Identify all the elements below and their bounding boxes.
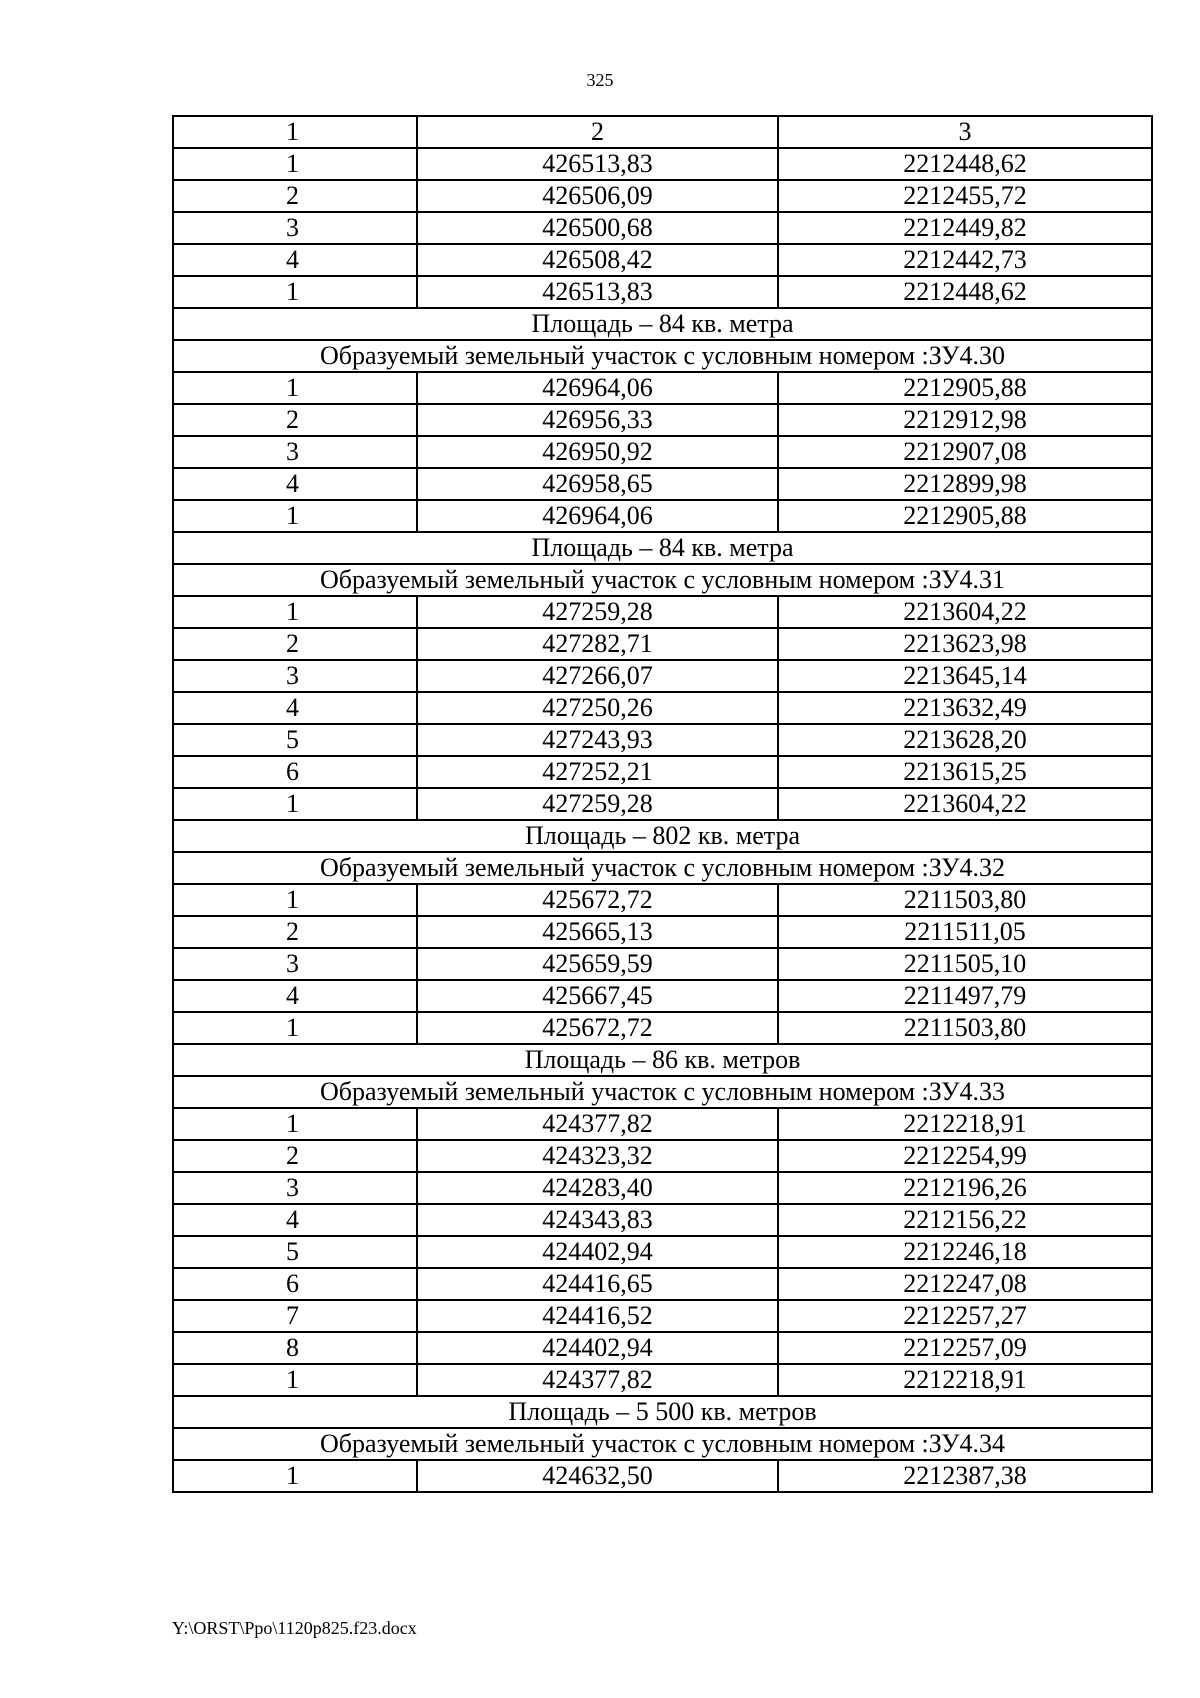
table-section-row bbox=[173, 852, 1152, 884]
table-section-row bbox=[173, 1396, 1152, 1428]
table-row bbox=[173, 1364, 1152, 1396]
y-coordinate-cell: 2212218,91 bbox=[778, 1364, 1152, 1396]
y-coordinate-cell: 2213604,22 bbox=[778, 596, 1152, 628]
page-number: 325 bbox=[586, 70, 614, 90]
table-row bbox=[173, 1140, 1152, 1172]
x-coordinate-cell: 426500,68 bbox=[417, 212, 778, 244]
table-row bbox=[173, 404, 1152, 436]
table-section-cell: Образуемый земельный участок с условным номером :ЗУ4.34 bbox=[173, 1428, 1152, 1460]
x-coordinate-cell: 425659,59 bbox=[417, 948, 778, 980]
y-coordinate-cell: 2212257,27 bbox=[778, 1300, 1152, 1332]
y-coordinate-cell: 2212912,98 bbox=[778, 404, 1152, 436]
table-row bbox=[173, 980, 1152, 1012]
point-number-cell: 1 bbox=[173, 788, 417, 820]
point-number-cell: 1 bbox=[173, 500, 417, 532]
y-coordinate-cell: 2212246,18 bbox=[778, 1236, 1152, 1268]
point-number-cell: 4 bbox=[173, 468, 417, 500]
x-coordinate-cell: 424343,83 bbox=[417, 1204, 778, 1236]
x-coordinate-cell: 424377,82 bbox=[417, 1364, 778, 1396]
table-section-row bbox=[173, 340, 1152, 372]
table-row bbox=[173, 1172, 1152, 1204]
table-section-row bbox=[173, 1044, 1152, 1076]
x-coordinate-cell: 425667,45 bbox=[417, 980, 778, 1012]
point-number-cell: 7 bbox=[173, 1300, 417, 1332]
point-number-cell: 5 bbox=[173, 1236, 417, 1268]
y-coordinate-cell: 2212905,88 bbox=[778, 500, 1152, 532]
table-row bbox=[173, 212, 1152, 244]
x-coordinate-cell: 2 bbox=[417, 116, 778, 148]
point-number-cell: 2 bbox=[173, 180, 417, 212]
point-number-cell: 4 bbox=[173, 1204, 417, 1236]
point-number-cell: 4 bbox=[173, 244, 417, 276]
table-section-cell: Площадь – 84 кв. метра bbox=[173, 532, 1152, 564]
table-row bbox=[173, 1108, 1152, 1140]
table-row bbox=[173, 148, 1152, 180]
table-row bbox=[173, 1204, 1152, 1236]
table-row bbox=[173, 756, 1152, 788]
table-row bbox=[173, 660, 1152, 692]
y-coordinate-cell: 2212448,62 bbox=[778, 276, 1152, 308]
table-section-cell: Образуемый земельный участок с условным номером :ЗУ4.32 bbox=[173, 852, 1152, 884]
table-section-row bbox=[173, 564, 1152, 596]
y-coordinate-cell: 2213623,98 bbox=[778, 628, 1152, 660]
x-coordinate-cell: 427243,93 bbox=[417, 724, 778, 756]
x-coordinate-cell: 426513,83 bbox=[417, 276, 778, 308]
table-section-cell: Образуемый земельный участок с условным номером :ЗУ4.33 bbox=[173, 1076, 1152, 1108]
x-coordinate-cell: 426508,42 bbox=[417, 244, 778, 276]
table-section-row bbox=[173, 308, 1152, 340]
table-section-cell: Площадь – 86 кв. метров bbox=[173, 1044, 1152, 1076]
x-coordinate-cell: 427252,21 bbox=[417, 756, 778, 788]
y-coordinate-cell: 2212442,73 bbox=[778, 244, 1152, 276]
x-coordinate-cell: 424377,82 bbox=[417, 1108, 778, 1140]
x-coordinate-cell: 424632,50 bbox=[417, 1460, 778, 1492]
point-number-cell: 1 bbox=[173, 1460, 417, 1492]
y-coordinate-cell: 2213604,22 bbox=[778, 788, 1152, 820]
point-number-cell: 4 bbox=[173, 980, 417, 1012]
point-number-cell: 5 bbox=[173, 724, 417, 756]
point-number-cell: 3 bbox=[173, 436, 417, 468]
point-number-cell: 8 bbox=[173, 1332, 417, 1364]
table-row bbox=[173, 500, 1152, 532]
y-coordinate-cell: 2212247,08 bbox=[778, 1268, 1152, 1300]
y-coordinate-cell: 2212254,99 bbox=[778, 1140, 1152, 1172]
table-section-row bbox=[173, 532, 1152, 564]
y-coordinate-cell: 2211503,80 bbox=[778, 884, 1152, 916]
table-row bbox=[173, 1300, 1152, 1332]
x-coordinate-cell: 427250,26 bbox=[417, 692, 778, 724]
table-row bbox=[173, 1332, 1152, 1364]
table-row bbox=[173, 916, 1152, 948]
x-coordinate-cell: 426513,83 bbox=[417, 148, 778, 180]
table-row bbox=[173, 788, 1152, 820]
table-row bbox=[173, 628, 1152, 660]
point-number-cell: 1 bbox=[173, 1364, 417, 1396]
point-number-cell: 2 bbox=[173, 1140, 417, 1172]
table-row bbox=[173, 1268, 1152, 1300]
point-number-cell: 1 bbox=[173, 372, 417, 404]
table-row bbox=[173, 276, 1152, 308]
table-row bbox=[173, 884, 1152, 916]
y-coordinate-cell: 2212449,82 bbox=[778, 212, 1152, 244]
x-coordinate-cell: 425672,72 bbox=[417, 884, 778, 916]
point-number-cell: 4 bbox=[173, 692, 417, 724]
table-row bbox=[173, 116, 1152, 148]
point-number-cell: 1 bbox=[173, 276, 417, 308]
table-row bbox=[173, 372, 1152, 404]
point-number-cell: 1 bbox=[173, 1012, 417, 1044]
x-coordinate-cell: 424416,52 bbox=[417, 1300, 778, 1332]
x-coordinate-cell: 427266,07 bbox=[417, 660, 778, 692]
y-coordinate-cell: 3 bbox=[778, 116, 1152, 148]
x-coordinate-cell: 424283,40 bbox=[417, 1172, 778, 1204]
point-number-cell: 1 bbox=[173, 1108, 417, 1140]
table-row bbox=[173, 244, 1152, 276]
x-coordinate-cell: 424323,32 bbox=[417, 1140, 778, 1172]
coordinates-table-body bbox=[173, 116, 1152, 1492]
point-number-cell: 1 bbox=[173, 596, 417, 628]
x-coordinate-cell: 426958,65 bbox=[417, 468, 778, 500]
y-coordinate-cell: 2212905,88 bbox=[778, 372, 1152, 404]
table-section-cell: Площадь – 84 кв. метра bbox=[173, 308, 1152, 340]
point-number-cell: 3 bbox=[173, 212, 417, 244]
y-coordinate-cell: 2212899,98 bbox=[778, 468, 1152, 500]
point-number-cell: 6 bbox=[173, 756, 417, 788]
table-row bbox=[173, 1236, 1152, 1268]
y-coordinate-cell: 2211505,10 bbox=[778, 948, 1152, 980]
table-row bbox=[173, 948, 1152, 980]
point-number-cell: 1 bbox=[173, 116, 417, 148]
point-number-cell: 2 bbox=[173, 628, 417, 660]
y-coordinate-cell: 2212257,09 bbox=[778, 1332, 1152, 1364]
table-row bbox=[173, 692, 1152, 724]
table-section-row bbox=[173, 1076, 1152, 1108]
y-coordinate-cell: 2213645,14 bbox=[778, 660, 1152, 692]
y-coordinate-cell: 2212907,08 bbox=[778, 436, 1152, 468]
coordinates-table bbox=[172, 115, 1153, 1493]
y-coordinate-cell: 2212448,62 bbox=[778, 148, 1152, 180]
y-coordinate-cell: 2213628,20 bbox=[778, 724, 1152, 756]
table-section-cell: Образуемый земельный участок с условным номером :ЗУ4.30 bbox=[173, 340, 1152, 372]
x-coordinate-cell: 425672,72 bbox=[417, 1012, 778, 1044]
y-coordinate-cell: 2213615,25 bbox=[778, 756, 1152, 788]
point-number-cell: 1 bbox=[173, 884, 417, 916]
table-row bbox=[173, 724, 1152, 756]
point-number-cell: 2 bbox=[173, 916, 417, 948]
point-number-cell: 6 bbox=[173, 1268, 417, 1300]
table-row bbox=[173, 1460, 1152, 1492]
table-row bbox=[173, 180, 1152, 212]
x-coordinate-cell: 426964,06 bbox=[417, 500, 778, 532]
x-coordinate-cell: 426964,06 bbox=[417, 372, 778, 404]
x-coordinate-cell: 426956,33 bbox=[417, 404, 778, 436]
table-row bbox=[173, 1012, 1152, 1044]
y-coordinate-cell: 2213632,49 bbox=[778, 692, 1152, 724]
y-coordinate-cell: 2211511,05 bbox=[778, 916, 1152, 948]
footer-file-path: Y:\ORST\Ppo\1120p825.f23.docx bbox=[172, 1618, 417, 1638]
point-number-cell: 3 bbox=[173, 660, 417, 692]
point-number-cell: 1 bbox=[173, 148, 417, 180]
table-row bbox=[173, 596, 1152, 628]
x-coordinate-cell: 424416,65 bbox=[417, 1268, 778, 1300]
x-coordinate-cell: 427259,28 bbox=[417, 788, 778, 820]
y-coordinate-cell: 2212156,22 bbox=[778, 1204, 1152, 1236]
point-number-cell: 2 bbox=[173, 404, 417, 436]
point-number-cell: 3 bbox=[173, 948, 417, 980]
x-coordinate-cell: 424402,94 bbox=[417, 1332, 778, 1364]
point-number-cell: 3 bbox=[173, 1172, 417, 1204]
x-coordinate-cell: 425665,13 bbox=[417, 916, 778, 948]
table-row bbox=[173, 436, 1152, 468]
y-coordinate-cell: 2211503,80 bbox=[778, 1012, 1152, 1044]
table-section-row bbox=[173, 820, 1152, 852]
y-coordinate-cell: 2212455,72 bbox=[778, 180, 1152, 212]
y-coordinate-cell: 2212196,26 bbox=[778, 1172, 1152, 1204]
x-coordinate-cell: 427259,28 bbox=[417, 596, 778, 628]
x-coordinate-cell: 426950,92 bbox=[417, 436, 778, 468]
table-section-cell: Площадь – 5 500 кв. метров bbox=[173, 1396, 1152, 1428]
table-section-cell: Образуемый земельный участок с условным номером :ЗУ4.31 bbox=[173, 564, 1152, 596]
y-coordinate-cell: 2212387,38 bbox=[778, 1460, 1152, 1492]
x-coordinate-cell: 427282,71 bbox=[417, 628, 778, 660]
table-section-cell: Площадь – 802 кв. метра bbox=[173, 820, 1152, 852]
x-coordinate-cell: 424402,94 bbox=[417, 1236, 778, 1268]
table-section-row bbox=[173, 1428, 1152, 1460]
y-coordinate-cell: 2212218,91 bbox=[778, 1108, 1152, 1140]
table-row bbox=[173, 468, 1152, 500]
y-coordinate-cell: 2211497,79 bbox=[778, 980, 1152, 1012]
x-coordinate-cell: 426506,09 bbox=[417, 180, 778, 212]
